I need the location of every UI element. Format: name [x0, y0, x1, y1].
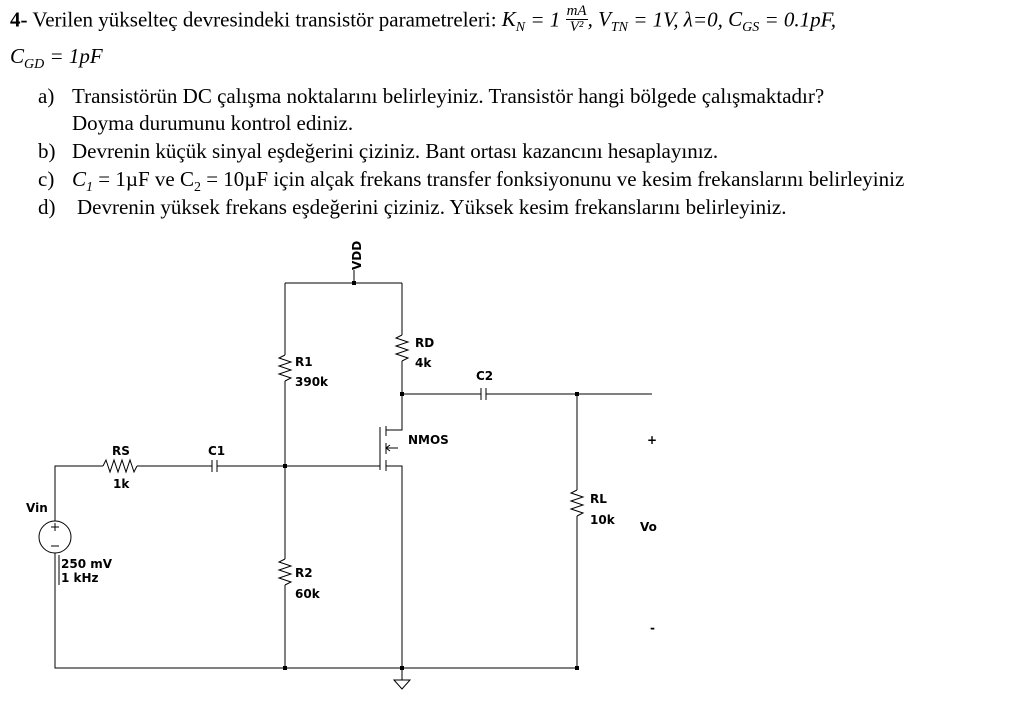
r2-label: R2 — [295, 566, 313, 580]
problem-number: 4- — [10, 7, 28, 32]
vtn-value: = 1V, λ=0, — [628, 7, 729, 32]
cgd-value: = 1pF — [44, 44, 103, 68]
rl-value: 10k — [590, 513, 615, 527]
rd-resistor — [396, 335, 408, 361]
rd-label: RD — [415, 336, 435, 350]
output-minus-sign: - — [650, 621, 655, 635]
source-amplitude: 250 mV — [61, 557, 113, 571]
vtn-symbol: , $V_{TN}$ — [587, 7, 629, 36]
question-text: Transistörün DC çalışma noktalarını belirleyiniz. Transistör hangi bölgede çalışmaktadır? — [72, 84, 825, 108]
output-junction-dot — [575, 392, 579, 396]
vdd-label: VDD — [350, 240, 364, 270]
c1-label: C1 — [208, 444, 226, 458]
ground-junction-dot — [400, 666, 404, 670]
vo-label: Vo — [640, 520, 657, 534]
c2-capacitor — [481, 388, 486, 400]
ground-junction-dot — [575, 666, 579, 670]
source-frequency: 1 kHz — [61, 571, 99, 585]
nmos-drain-lead — [386, 420, 402, 430]
question-text: $C_1 = 1\mu F$ ve $C_2 = 10\mu F$ için alçak frekans transfer fonksiyonunu ve kesim frekanslarını belirleyiniz — [72, 167, 905, 196]
r2-value: 60k — [295, 587, 320, 601]
vdd-junction-dot — [352, 281, 356, 285]
source-wire — [386, 466, 402, 668]
rs-resistor — [103, 460, 137, 472]
c2-label: C2 — [476, 369, 494, 383]
gate-junction-dot — [283, 464, 287, 468]
vin-label: Vin — [26, 501, 48, 515]
vin-plus-sign — [51, 523, 59, 531]
cgs-value: = 0.1pF, — [759, 7, 837, 32]
c2-right-wire — [486, 394, 577, 490]
kn-value: = 1 — [525, 7, 561, 32]
rl-resistor — [571, 490, 583, 516]
kn-unit-fraction: $\frac{mA}{\text{V²}}$ — [566, 3, 587, 35]
r1-label: R1 — [295, 355, 313, 369]
c1-capacitor — [212, 460, 217, 472]
problem-intro: Verilen yükselteç devresindeki transistör parametreleri: — [32, 7, 497, 32]
ground-rail-wire — [55, 553, 577, 668]
question-text: Devrenin yüksek frekans eşdeğerini çiziniz. Yüksek kesim frekanslarını belirleyiniz. — [77, 195, 787, 219]
cgs-symbol: $C_{GS}$ — [728, 7, 760, 36]
question-label: d) — [38, 195, 56, 219]
rl-label: RL — [590, 492, 607, 506]
drain-junction-dot — [400, 392, 404, 396]
question-label: a) — [38, 84, 55, 108]
output-plus-sign: + — [647, 433, 658, 447]
question-text: Doyma durumunu kontrol ediniz. — [72, 111, 354, 135]
kn-symbol: $K_N$ — [501, 7, 526, 36]
question-label: c) — [38, 167, 55, 191]
question-text: Devrenin küçük sinyal eşdeğerini çiziniz. Bant ortası kazancını hesaplayınız. — [72, 139, 719, 163]
nmos-label: NMOS — [408, 433, 449, 447]
rd-value: 4k — [415, 356, 432, 370]
question-label: b) — [38, 139, 56, 163]
r2-resistor — [279, 559, 291, 585]
ground-symbol — [394, 668, 410, 689]
r1-value: 390k — [295, 375, 329, 389]
r1-resistor — [279, 355, 291, 381]
input-wire — [55, 466, 103, 521]
rs-value: 1k — [113, 477, 130, 491]
ground-junction-dot — [283, 666, 287, 670]
cgd-symbol: $C_{GD}$ — [10, 44, 45, 73]
rs-label: RS — [112, 444, 130, 458]
